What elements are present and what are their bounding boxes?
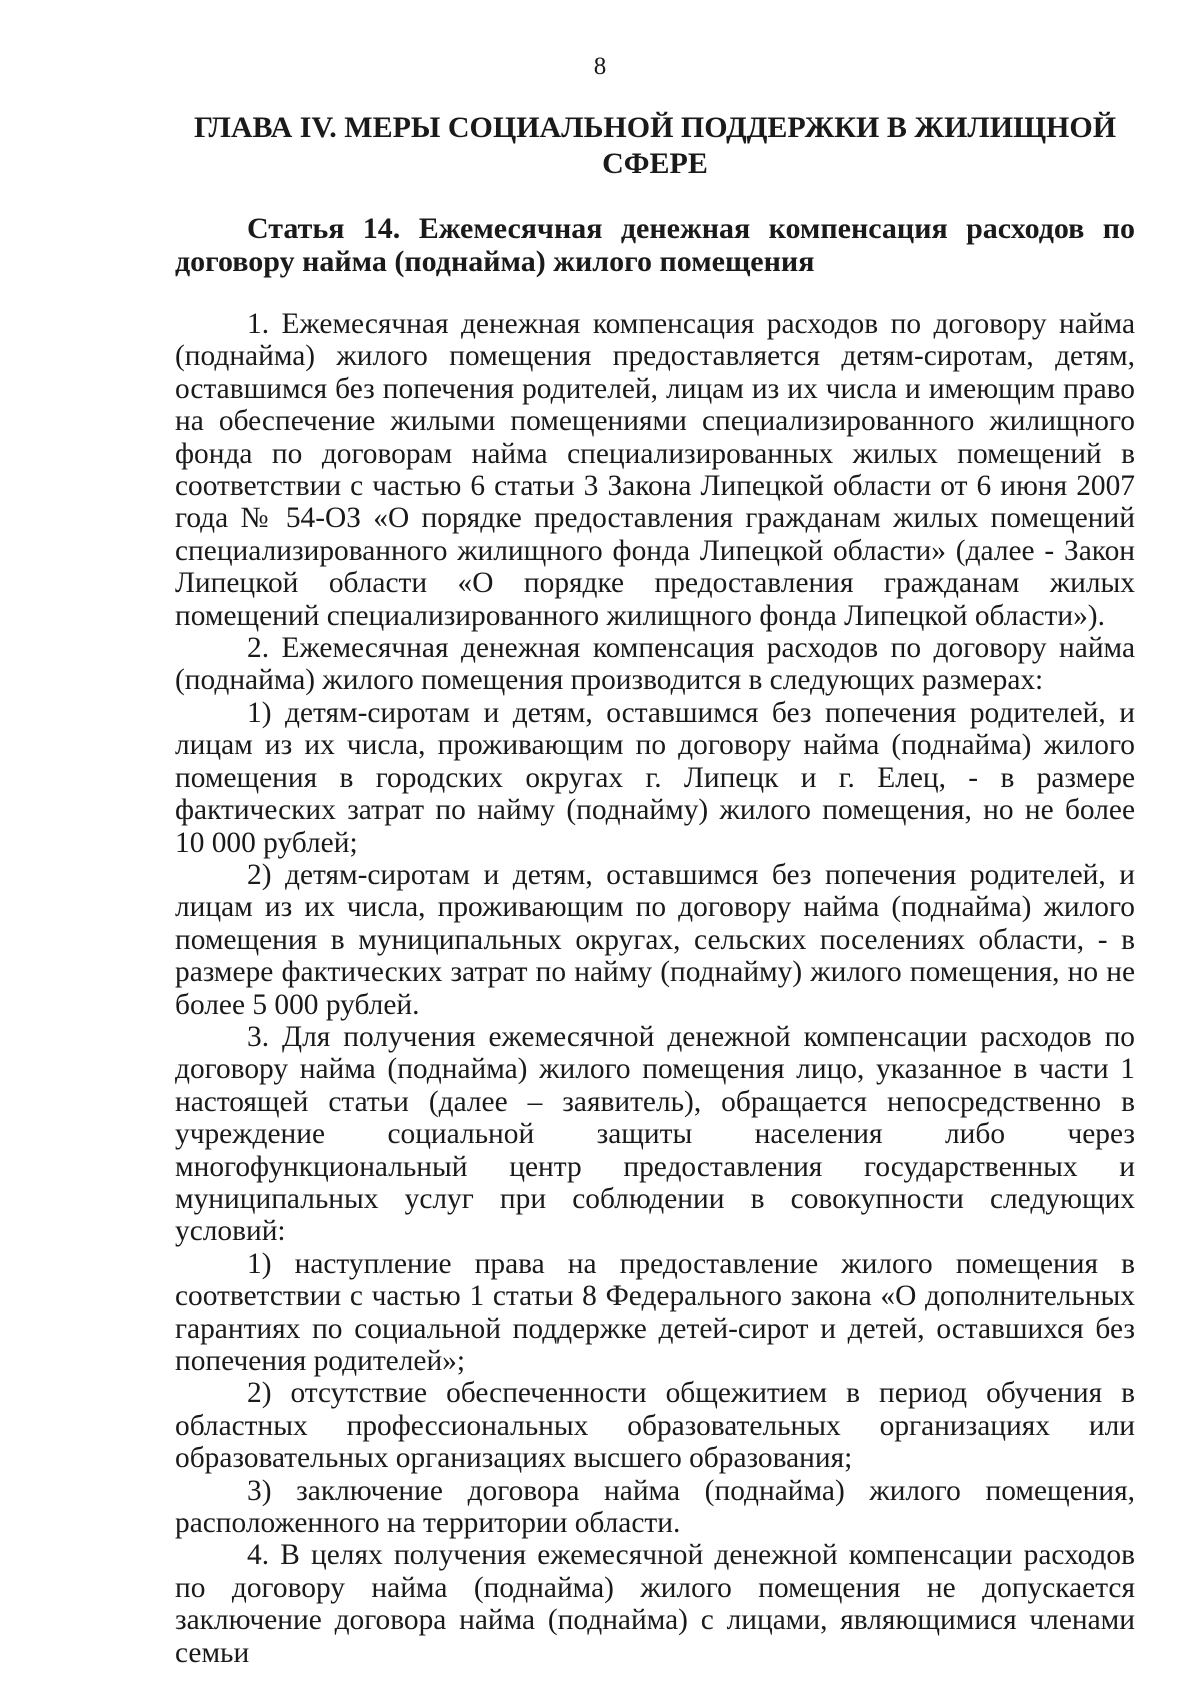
paragraph-part-3-item-1: 1) наступление права на предоставление жилого помещения в соответствии с частью 1 статьи 8 Федерального закона «О дополнительных гарантиях по социальной поддержке детей-сирот и детей, оставшихся без попечения родителей»; [175, 1247, 1135, 1377]
paragraph-part-1: 1. Ежемесячная денежная компенсация расходов по договору найма (поднайма) жилого помещения предоставляется детям-сиротам, детям, оставшимся без попечения родителей, лицам из их числа и имеющим право на обеспечение жилыми помещениями специализированного жилищного фонда по договорам найма специализированных жилых помещений в соответствии с частью 6 статьи 3 Закона Липецкой области от 6 июня 2007 года № 54-ОЗ «О порядке предоставления гражданам жилых помещений специализированного жилищного фонда Липецкой области» (далее - Закон Липецкой области «О порядке предоставления гражданам жилых помещений специализированного жилищного фонда Липецкой области»). [175, 308, 1135, 632]
article-title: Статья 14. Ежемесячная денежная компенсация расходов по договору найма (поднайма) жилого помещения [175, 212, 1135, 278]
paragraph-part-3-item-2: 2) отсутствие обеспеченности общежитием в период обучения в областных профессиональных образовательных организациях или образовательных организациях высшего образования; [175, 1377, 1135, 1475]
article-body [175, 308, 1135, 1669]
paragraph-part-3-item-3: 3) заключение договора найма (поднайма) жилого помещения, расположенного на территории области. [175, 1474, 1135, 1540]
paragraph-part-3: 3. Для получения ежемесячной денежной компенсации расходов по договору найма (поднайма) жилого помещения лицо, указанное в части 1 настоящей статьи (далее – заявитель), обращается непосредственно в учреждение социальной защиты населения либо через многофункциональный центр предоставления государственных и муниципальных услуг при соблюдении в совокупности следующих условий: [175, 1020, 1135, 1248]
chapter-title: ГЛАВА IV. МЕРЫ СОЦИАЛЬНОЙ ПОДДЕРЖКИ В ЖИЛИЩНОЙ СФЕРЕ [193, 111, 1117, 180]
paragraph-part-2: 2. Ежемесячная денежная компенсация расходов по договору найма (поднайма) жилого помещения производится в следующих размерах: [175, 632, 1135, 697]
page-number: 8 [593, 53, 607, 80]
paragraph-part-2-item-2: 2) детям-сиротам и детям, оставшимся без попечения родителей, и лицам из их числа, проживающим по договору найма (поднайма) жилого помещения в муниципальных округах, сельских поселениях области, - в размере фактических затрат по найму (поднайму) жилого помещения, но не более 5 000 рублей. [175, 858, 1135, 1021]
paragraph-part-2-item-1: 1) детям-сиротам и детям, оставшимся без попечения родителей, и лицам из их числа, проживающим по договору найма (поднайма) жилого помещения в городских округах г. Липецк и г. Елец, - в размере фактических затрат по найму (поднайму) жилого помещения, но не более 10 000 рублей; [175, 696, 1135, 859]
paragraph-part-4: 4. В целях получения ежемесячной денежной компенсации расходов по договору найма (поднайма) жилого помещения не допускается заключение договора найма (поднайма) с лицами, являющимися членами семьи [175, 1539, 1135, 1669]
